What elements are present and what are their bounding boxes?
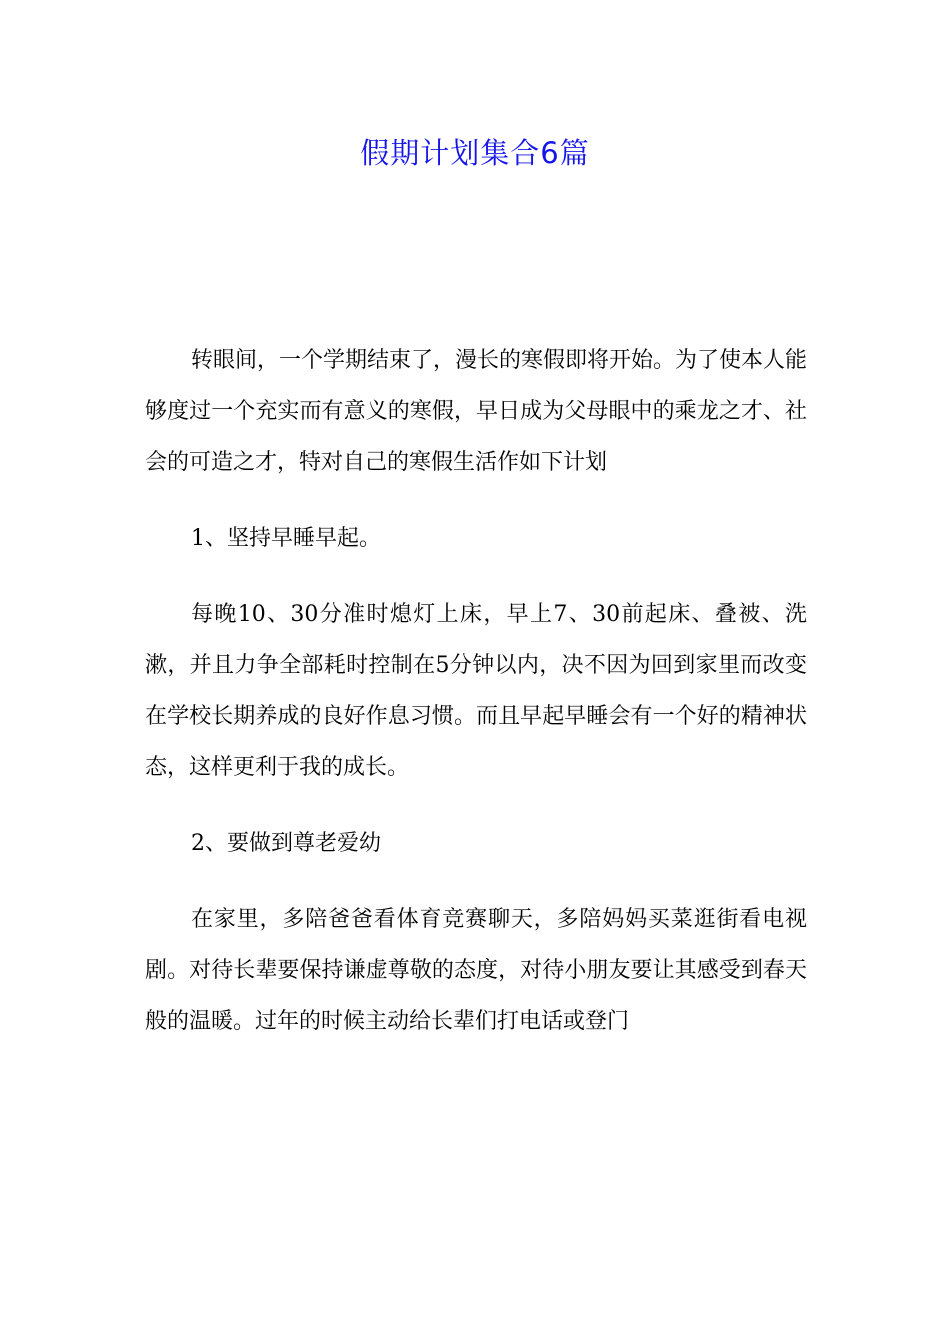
document-title: 假期计划集合6篇	[360, 136, 590, 170]
paragraph-family: 在家里，多陪爸爸看体育竞赛聊天，多陪妈妈买菜逛街看电视剧。对待长辈要保持谦虚尊敬的态度，对待小朋友要让其感受到春天般的温暖。过年的时候主动给长辈们打电话或登门	[145, 907, 807, 1034]
paragraph-heading-2: 2、要做到尊老爱幼	[191, 831, 381, 856]
paragraph-intro: 转眼间，一个学期结束了，漫长的寒假即将开始。为了使本人能够度过一个充实而有意义的寒假，早日成为父母眼中的乘龙之才、社会的可造之才，特对自己的寒假生活作如下计划	[145, 348, 808, 475]
paragraph-heading-1: 1、坚持早睡早起。	[191, 526, 381, 551]
document-body	[145, 335, 807, 1072]
paragraph-sleep-schedule: 每晚10、30分准时熄灯上床，早上7、30前起床、叠被、洗漱，并且力争全部耗时控制在5分钟以内，决不因为回到家里而改变在学校长期养成的良好作息习惯。而且早起早睡会有一个好的精神状态，这样更利于我的成长。	[145, 602, 807, 780]
